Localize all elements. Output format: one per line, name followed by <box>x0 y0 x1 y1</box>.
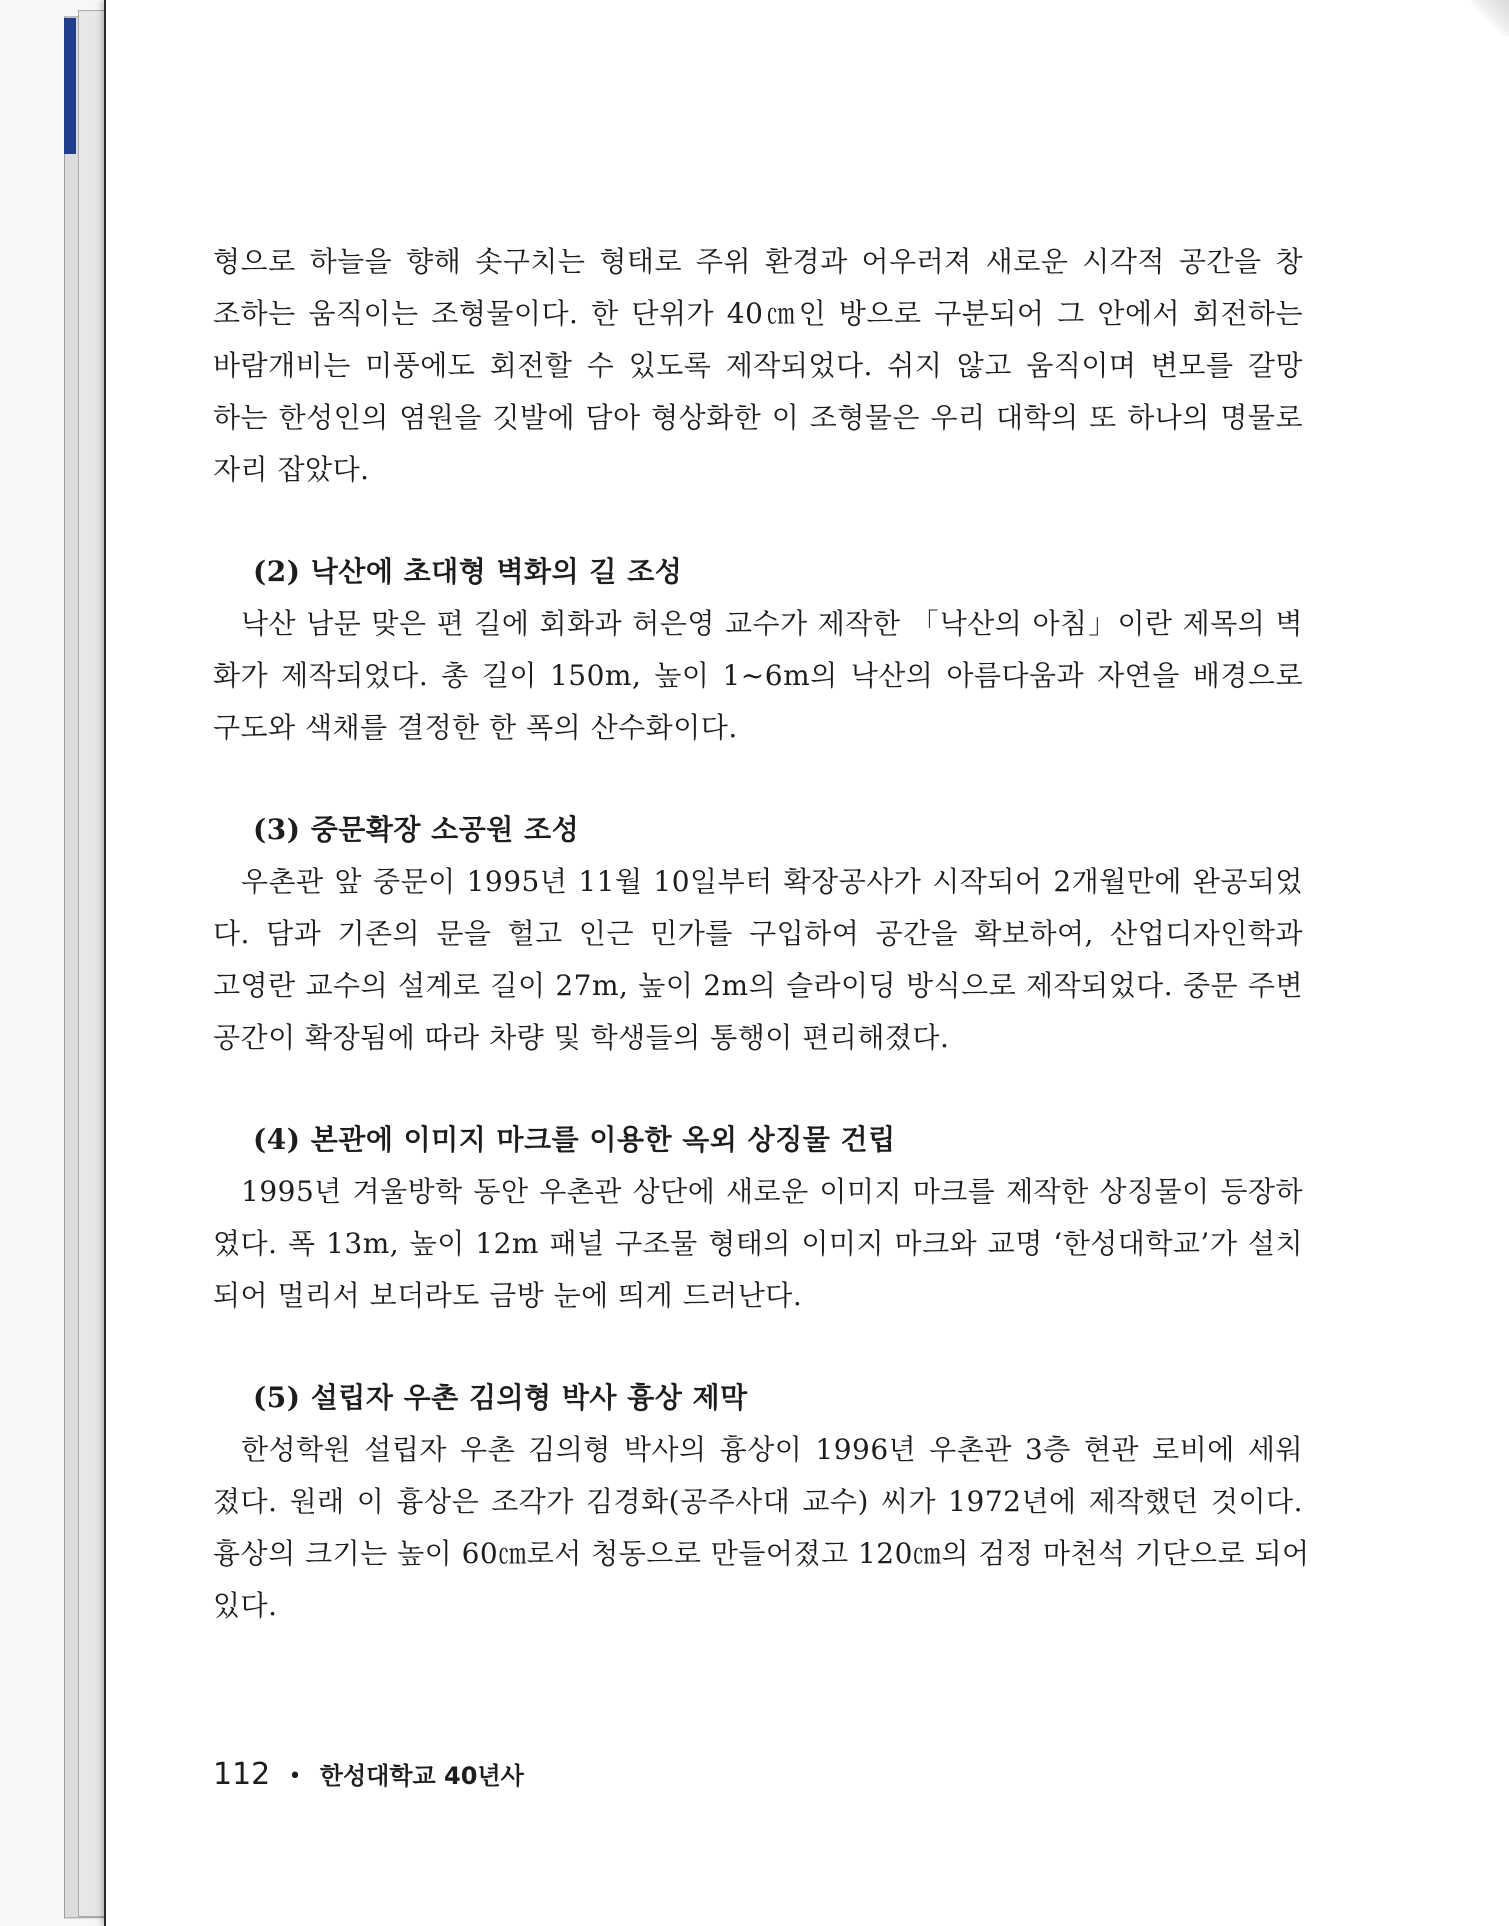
cover-edge <box>64 18 76 154</box>
section-mural <box>213 546 1303 754</box>
section-symbol <box>213 1114 1303 1322</box>
section-paragraph <box>213 856 1303 1064</box>
text-line: 한성학원 설립자 우촌 김의형 박사의 흉상이 1996년 우촌관 3층 현관 로비에 세워 <box>241 1433 1303 1466</box>
section-middle-gate <box>213 804 1303 1064</box>
text-line: 우촌관 앞 중문이 1995년 11월 10일부터 확장공사가 시작되어 2개월만에 완공되었 <box>241 865 1303 898</box>
text-line: 흉상의 크기는 높이 60㎝로서 청동으로 만들어졌고 120㎝의 검정 마천석 기단으로 되어 <box>213 1537 1310 1570</box>
section-paragraph <box>213 1166 1303 1322</box>
text-line: 1995년 겨울방학 동안 우촌관 상단에 새로운 이미지 마크를 제작한 상징물이 등장하 <box>241 1175 1303 1208</box>
text-line: 하는 한성인의 염원을 깃발에 담아 형상화한 이 조형물은 우리 대학의 또 하나의 명물로 <box>213 401 1303 434</box>
section-heading: (2) 낙산에 초대형 벽화의 길 조성 <box>253 555 683 588</box>
text-line: 형으로 하늘을 향해 솟구치는 형태로 주위 환경과 어우러져 새로운 시각적 공간을 창 <box>213 245 1303 278</box>
text-line: 다. 담과 기존의 문을 헐고 인근 민가를 구입하여 공간을 확보하여, 산업디자인학과 <box>213 917 1303 950</box>
section-bust <box>213 1372 1310 1632</box>
text-line: 되어 멀리서 보더라도 금방 눈에 띄게 드러난다. <box>213 1279 803 1312</box>
section-paragraph <box>213 1424 1310 1632</box>
text-line: 조하는 움직이는 조형물이다. 한 단위가 40㎝인 방으로 구분되어 그 안에서 회전하는 <box>213 297 1303 330</box>
page-curl <box>1471 0 1509 36</box>
intro-paragraph <box>213 236 1303 496</box>
text-line: 있다. <box>213 1589 278 1622</box>
page-body <box>213 236 1310 1632</box>
text-line: 바람개비는 미풍에도 회전할 수 있도록 제작되었다. 쉬지 않고 움직이며 변모를 갈망 <box>213 349 1303 382</box>
text-line: 낙산 남문 맞은 편 길에 회화과 허은영 교수가 제작한 「낙산의 아침」이란 제목의 벽 <box>241 607 1303 640</box>
section-heading: (4) 본관에 이미지 마크를 이용한 옥외 상징물 건립 <box>253 1123 896 1156</box>
text-line: 고영란 교수의 설계로 길이 27m, 높이 2m의 슬라이딩 방식으로 제작되었다. 중문 주변 <box>213 969 1303 1002</box>
footer-bullet: • <box>288 1764 302 1789</box>
text-line: 공간이 확장됨에 따라 차량 및 학생들의 통행이 편리해졌다. <box>213 1021 950 1054</box>
text-line: 구도와 색채를 결정한 한 폭의 산수화이다. <box>213 711 738 744</box>
book-title: 한성대학교 40년사 <box>319 1762 524 1790</box>
page-number: 112 <box>213 1757 271 1792</box>
section-heading: (5) 설립자 우촌 김의형 박사 흉상 제막 <box>253 1381 748 1414</box>
text-line: 자리 잡았다. <box>213 453 370 486</box>
section-heading: (3) 중문확장 소공원 조성 <box>253 813 580 846</box>
text-line: 화가 제작되었다. 총 길이 150m, 높이 1~6m의 낙산의 아름다움과 자연을 배경으로 <box>213 659 1303 692</box>
page-footer <box>213 1756 524 1792</box>
text-line: 였다. 폭 13m, 높이 12m 패널 구조물 형태의 이미지 마크와 교명 ‘한성대학교’가 설치 <box>213 1227 1303 1260</box>
text-line: 졌다. 원래 이 흉상은 조각가 김경화(공주사대 교수) 씨가 1972년에 제작했던 것이다. <box>213 1485 1303 1518</box>
section-paragraph <box>213 598 1303 754</box>
